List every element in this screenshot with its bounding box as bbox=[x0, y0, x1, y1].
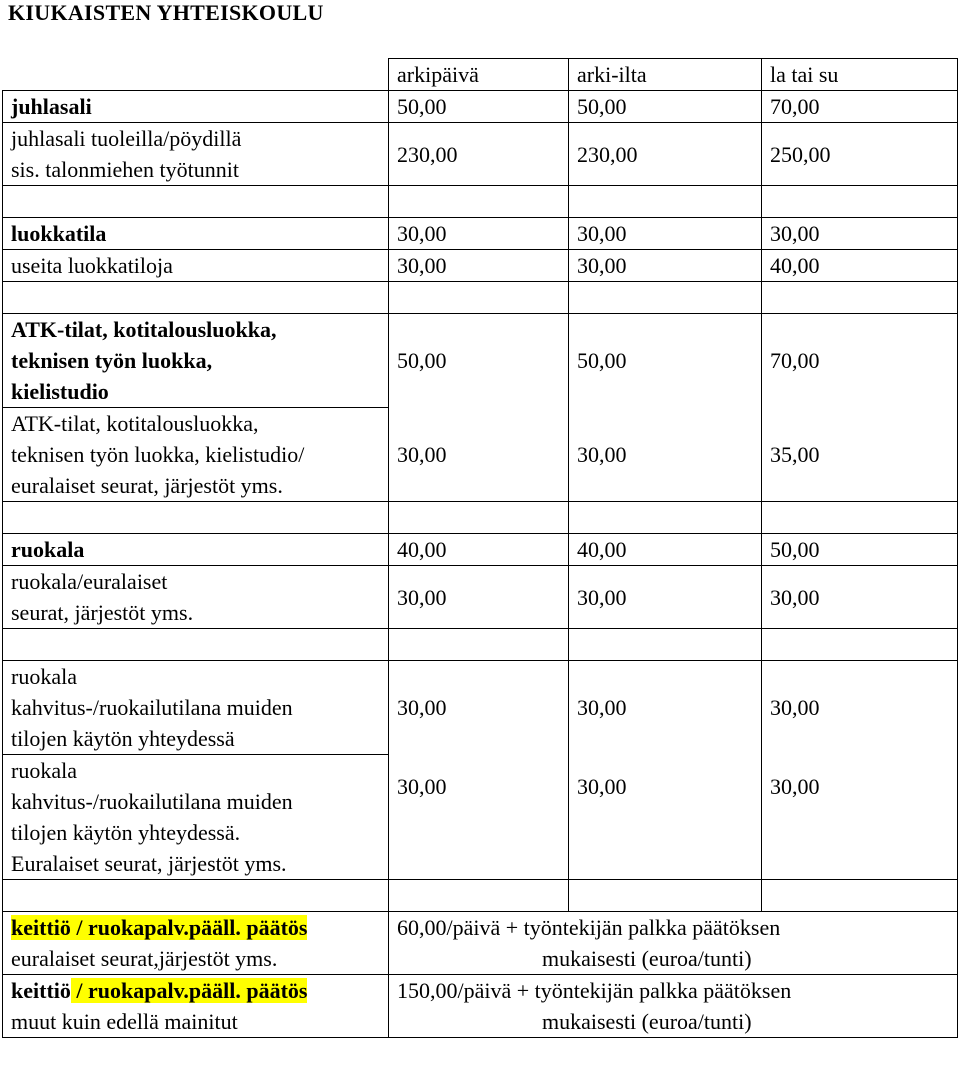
row-label-highlight: / ruokapalv.pääll. päätös bbox=[70, 978, 308, 1003]
header-arki-ilta: arki-ilta bbox=[569, 59, 762, 91]
value-cell: 40,00 bbox=[762, 250, 958, 282]
value-cell: 30,00 bbox=[389, 661, 569, 755]
table-row bbox=[3, 566, 958, 629]
value-cell: 30,00 bbox=[762, 566, 958, 629]
value-cell: 30,00 bbox=[389, 566, 569, 629]
price-text-line: 60,00/päivä + työntekijän palkka päätöksen bbox=[397, 915, 781, 940]
value-cell: 30,00 bbox=[389, 250, 569, 282]
row-label-line: sis. talonmiehen työtunnit bbox=[11, 157, 239, 182]
value-cell: 30,00 bbox=[762, 218, 958, 250]
table-row bbox=[3, 975, 958, 1038]
table-row bbox=[3, 534, 958, 566]
row-label-line bbox=[11, 975, 380, 1006]
price-text-line: mukaisesti (euroa/tunti) bbox=[542, 946, 752, 971]
row-label-line: teknisen työn luokka, bbox=[11, 348, 213, 373]
value-cell: 30,00 bbox=[569, 661, 762, 755]
value-cell: 70,00 bbox=[762, 91, 958, 123]
value-cell: 50,00 bbox=[762, 534, 958, 566]
value-cell: 30,00 bbox=[569, 755, 762, 880]
row-label-line: juhlasali tuoleilla/pöydillä bbox=[11, 126, 242, 151]
value-cell: 30,00 bbox=[389, 408, 569, 502]
spacer-row bbox=[3, 629, 958, 661]
value-cell: 30,00 bbox=[389, 218, 569, 250]
value-cell: 250,00 bbox=[762, 123, 958, 186]
value-cell: 35,00 bbox=[762, 408, 958, 502]
value-cell: 230,00 bbox=[569, 123, 762, 186]
row-label bbox=[3, 123, 389, 186]
header-row bbox=[3, 59, 958, 91]
header-la-tai-su: la tai su bbox=[762, 59, 958, 91]
row-label bbox=[3, 661, 389, 755]
row-label-line: muut kuin edellä mainitut bbox=[11, 1009, 238, 1034]
value-cell: 30,00 bbox=[762, 661, 958, 755]
value-cell-wide bbox=[389, 975, 958, 1038]
row-label-bold: keittiö bbox=[11, 915, 71, 940]
row-label-line: ATK-tilat, kotitalousluokka, bbox=[11, 411, 259, 436]
row-label-line: ATK-tilat, kotitalousluokka, bbox=[11, 317, 277, 342]
row-label-line: tilojen käytön yhteydessä. bbox=[11, 820, 241, 845]
table-row bbox=[3, 314, 958, 408]
table-row bbox=[3, 755, 958, 880]
value-cell: 30,00 bbox=[569, 250, 762, 282]
row-label-line: ruokala bbox=[11, 664, 77, 689]
price-text-line: mukaisesti (euroa/tunti) bbox=[542, 1009, 752, 1034]
table-row bbox=[3, 218, 958, 250]
row-label: ruokala bbox=[3, 534, 389, 566]
table-row bbox=[3, 661, 958, 755]
row-label-line: seurat, järjestöt yms. bbox=[11, 600, 194, 625]
row-label: luokkatila bbox=[3, 218, 389, 250]
spacer-row bbox=[3, 186, 958, 218]
row-label-line: teknisen työn luokka, kielistudio/ bbox=[11, 442, 305, 467]
row-label bbox=[3, 912, 389, 975]
row-label-line: kahvitus-/ruokailutilana muiden bbox=[11, 695, 293, 720]
value-cell: 30,00 bbox=[569, 408, 762, 502]
row-label bbox=[3, 314, 389, 408]
row-label-line bbox=[11, 912, 380, 943]
value-cell: 30,00 bbox=[569, 218, 762, 250]
value-cell: 50,00 bbox=[389, 314, 569, 408]
table-row bbox=[3, 912, 958, 975]
row-label-line: ruokala bbox=[11, 758, 77, 783]
row-label-line: Euralaiset seurat, järjestöt yms. bbox=[11, 851, 287, 876]
row-label-bold: keittiö bbox=[11, 978, 71, 1003]
value-cell: 30,00 bbox=[569, 566, 762, 629]
header-arkipaiva: arkipäivä bbox=[389, 59, 569, 91]
price-table bbox=[2, 58, 958, 1038]
spacer-row bbox=[3, 282, 958, 314]
value-cell: 50,00 bbox=[569, 314, 762, 408]
price-text-line: 150,00/päivä + työntekijän palkka päätöksen bbox=[397, 978, 792, 1003]
value-cell: 40,00 bbox=[569, 534, 762, 566]
row-label-line: kielistudio bbox=[11, 379, 109, 404]
table-row bbox=[3, 123, 958, 186]
row-label-highlight: / ruokapalv.pääll. päätös bbox=[70, 915, 308, 940]
page-title: KIUKAISTEN YHTEISKOULU bbox=[8, 0, 324, 25]
row-label-line: tilojen käytön yhteydessä bbox=[11, 726, 235, 751]
table-row bbox=[3, 91, 958, 123]
row-label bbox=[3, 975, 389, 1038]
value-cell: 30,00 bbox=[389, 755, 569, 880]
row-label-line: ruokala/euralaiset bbox=[11, 569, 168, 594]
row-label: useita luokkatiloja bbox=[3, 250, 389, 282]
row-label bbox=[3, 755, 389, 880]
value-cell: 50,00 bbox=[569, 91, 762, 123]
row-label-line: euralaiset seurat, järjestöt yms. bbox=[11, 473, 283, 498]
row-label-line: kahvitus-/ruokailutilana muiden bbox=[11, 789, 293, 814]
spacer-row bbox=[3, 502, 958, 534]
row-label: juhlasali bbox=[3, 91, 389, 123]
value-cell: 50,00 bbox=[389, 91, 569, 123]
value-cell: 40,00 bbox=[389, 534, 569, 566]
value-cell: 230,00 bbox=[389, 123, 569, 186]
value-cell-wide bbox=[389, 912, 958, 975]
table-row bbox=[3, 250, 958, 282]
spacer-row bbox=[3, 880, 958, 912]
header-empty-cell bbox=[3, 59, 389, 91]
row-label-line: euralaiset seurat,järjestöt yms. bbox=[11, 946, 278, 971]
row-label bbox=[3, 566, 389, 629]
row-label bbox=[3, 408, 389, 502]
value-cell: 30,00 bbox=[762, 755, 958, 880]
value-cell: 70,00 bbox=[762, 314, 958, 408]
table-row bbox=[3, 408, 958, 502]
